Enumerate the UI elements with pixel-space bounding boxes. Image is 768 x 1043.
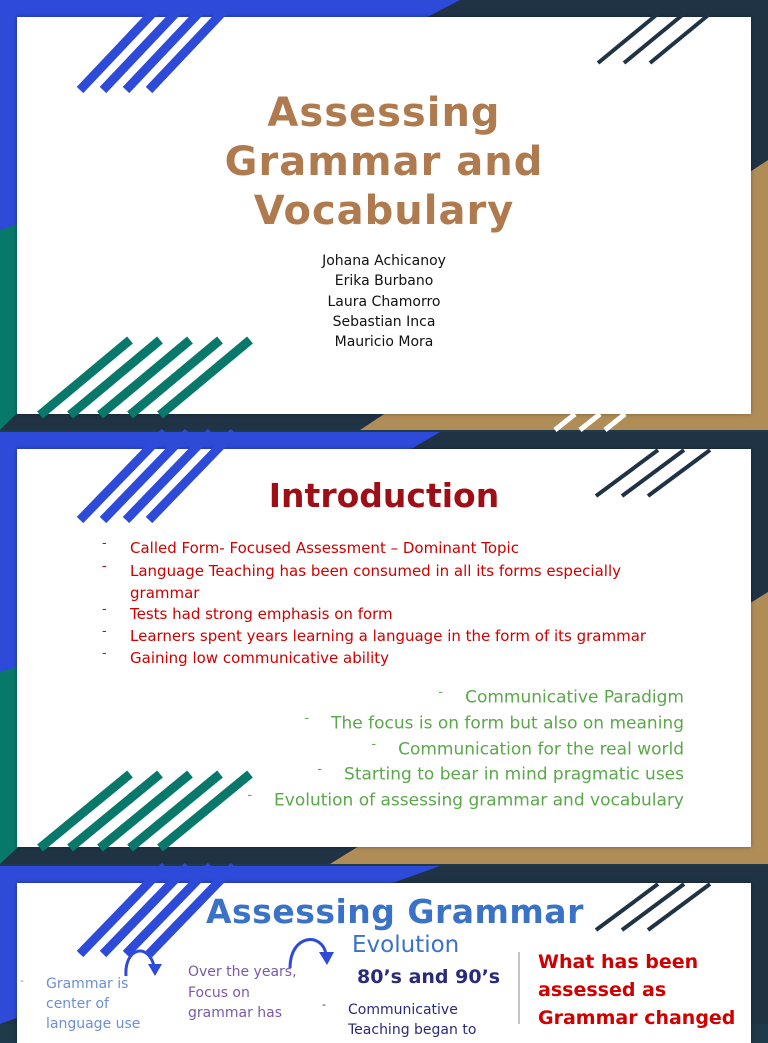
bullet-item (317, 762, 684, 785)
slide-title (0, 89, 768, 236)
bullet-marker: - (102, 602, 107, 617)
author-name: Mauricio Mora (334, 334, 434, 351)
bullet-text: Called Form- Focused Assessment – Dominant Topic (130, 539, 519, 557)
bullet-item (102, 646, 650, 670)
bullet-text: Starting to bear in mind pragmatic uses (344, 764, 684, 785)
right-text: What has been assessed as Grammar changed (538, 951, 736, 1029)
bullet-item (371, 737, 684, 760)
bullet-marker: - (102, 646, 107, 661)
bullet-marker: - (438, 685, 444, 700)
bullet-text: Tests had strong emphasis on form (130, 605, 393, 623)
assessing-grammar-slide[interactable] (0, 866, 768, 1038)
title-slide[interactable] (0, 0, 768, 430)
bullet-item (102, 536, 650, 560)
bullet-marker: - (102, 536, 107, 551)
bullet-text: Language Teaching has been consumed in all its forms especially grammar (130, 562, 622, 602)
author-list (0, 251, 768, 352)
mid-text: Over the years, Focus on grammar has (188, 964, 297, 1021)
left-text: Grammar is center of language use (46, 976, 141, 1032)
bullet-text: Communicative Paradigm (465, 687, 684, 708)
slide-subtitle: Evolution (352, 932, 460, 958)
author-name: Erika Burbano (334, 273, 434, 290)
bullet-marker: - (317, 762, 323, 777)
title-line: Assessing (267, 90, 501, 136)
bullet-marker: - (322, 998, 326, 1011)
bullet-item (438, 685, 684, 708)
title-line: Grammar and (224, 139, 544, 185)
bullet-marker: - (20, 974, 24, 987)
bullet-item (304, 711, 684, 734)
bullet-marker: - (304, 711, 310, 726)
comm-text: Communicative Teaching began to (348, 1002, 477, 1038)
bullet-marker: - (102, 559, 107, 574)
slide-title: Introduction (268, 476, 500, 515)
title-line: Vocabulary (253, 188, 515, 234)
bullet-item (247, 788, 684, 811)
bullet-item (102, 602, 650, 626)
bullet-marker: - (371, 737, 377, 752)
bullet-marker: - (102, 624, 107, 639)
decade-label: 80’s and 90’s (357, 966, 501, 988)
bullet-text: Learners spent years learning a language in the form of its grammar (130, 627, 647, 645)
slide-title: Assessing Grammar (206, 892, 584, 931)
author-name: Laura Chamorro (327, 293, 441, 310)
bullet-item (102, 559, 650, 604)
author-name: Sebastian Inca (332, 313, 436, 330)
bullet-item (102, 624, 670, 648)
bullet-text: Evolution of assessing grammar and vocabulary (274, 790, 684, 811)
bullet-marker: - (247, 788, 253, 803)
bullet-text: The focus is on form but also on meaning (331, 713, 684, 734)
bullet-text: Gaining low communicative ability (130, 649, 389, 667)
bullet-text: Communication for the real world (398, 739, 684, 760)
author-name: Johana Achicanoy (322, 253, 446, 269)
introduction-slide[interactable] (0, 432, 768, 864)
